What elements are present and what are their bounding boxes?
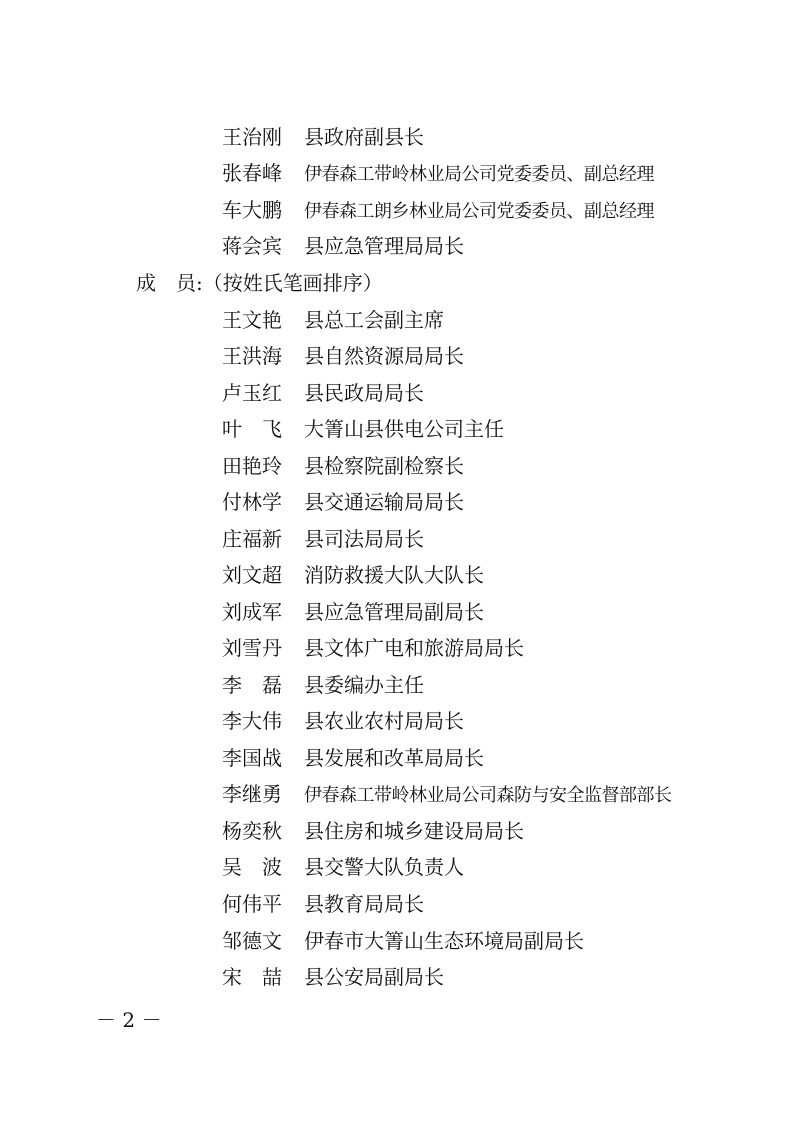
person-title: 县自然资源局局长 [304, 344, 464, 368]
person-name: 王文艳 [222, 308, 282, 332]
member-row [222, 341, 464, 371]
person-title: 县检察院副检察长 [304, 454, 464, 478]
member-row [222, 414, 504, 444]
person-name: 张春峰 [222, 161, 282, 185]
member-row [222, 706, 464, 736]
person-title: 县应急管理局副局长 [304, 600, 484, 624]
person-name: 刘文超 [222, 563, 282, 587]
person-name: 杨奕秋 [222, 819, 282, 843]
person-title: 伊春森工带岭林业局公司党委委员、副总经理 [304, 164, 654, 185]
person-title: 县应急管理局局长 [304, 234, 464, 258]
member-row [222, 560, 484, 590]
person-name: 叶 飞 [222, 417, 282, 441]
person-title: 大箐山县供电公司主任 [304, 417, 504, 441]
person-title: 县委编办主任 [304, 673, 424, 697]
person-name: 田艳玲 [222, 454, 282, 478]
members-label: 成 员:（按姓氏笔画排序） [136, 271, 383, 295]
person-title: 县住房和城乡建设局局长 [304, 819, 524, 843]
person-name: 吴 波 [222, 855, 282, 879]
member-row [222, 305, 444, 335]
leader-row [222, 195, 654, 225]
person-name: 庄福新 [222, 527, 282, 551]
member-row [222, 779, 672, 809]
person-name: 李继勇 [222, 782, 282, 806]
person-name: 刘成军 [222, 600, 282, 624]
member-row [222, 962, 444, 992]
person-name: 何伟平 [222, 892, 282, 916]
person-name: 李国战 [222, 746, 282, 770]
leader-row [222, 158, 654, 188]
person-title: 县交警大队负责人 [304, 855, 464, 879]
person-title: 县司法局局长 [304, 527, 424, 551]
member-row [222, 816, 524, 846]
member-row [222, 487, 464, 517]
member-row [222, 451, 464, 481]
member-row [222, 597, 484, 627]
person-name: 宋 喆 [222, 965, 282, 989]
person-title: 县交通运输局局长 [304, 490, 464, 514]
person-name: 邹德文 [222, 929, 282, 953]
person-name: 王治刚 [222, 125, 282, 149]
person-title: 县公安局副局长 [304, 965, 444, 989]
person-name: 刘雪丹 [222, 636, 282, 660]
person-name: 李 磊 [222, 673, 282, 697]
person-title: 县发展和改革局局长 [304, 746, 484, 770]
person-title: 县民政局局长 [304, 381, 424, 405]
person-title: 县农业农村局局长 [304, 709, 464, 733]
person-title: 伊春森工带岭林业局公司森防与安全监督部部长 [304, 785, 672, 806]
member-row [222, 852, 464, 882]
person-name: 付林学 [222, 490, 282, 514]
person-title: 县文体广电和旅游局局长 [304, 636, 524, 660]
person-name: 李大伟 [222, 709, 282, 733]
person-name: 蒋会宾 [222, 234, 282, 258]
member-row [222, 926, 584, 956]
page-number: － 2 － [96, 1008, 162, 1032]
member-row [222, 633, 524, 663]
leader-row [222, 122, 424, 152]
person-name: 卢玉红 [222, 381, 282, 405]
person-title: 县总工会副主席 [304, 308, 444, 332]
person-title: 县教育局局长 [304, 892, 424, 916]
person-title: 县政府副县长 [304, 125, 424, 149]
person-title: 伊春市大箐山生态环境局副局长 [304, 929, 584, 953]
member-row [222, 670, 424, 700]
member-row [222, 743, 484, 773]
person-name: 王洪海 [222, 344, 282, 368]
leader-row [222, 231, 464, 261]
member-row [222, 378, 424, 408]
person-title: 伊春森工朗乡林业局公司党委委员、副总经理 [304, 201, 654, 222]
member-row [222, 524, 424, 554]
member-row [222, 889, 424, 919]
person-name: 车大鹏 [222, 198, 282, 222]
person-title: 消防救援大队大队长 [304, 563, 484, 587]
